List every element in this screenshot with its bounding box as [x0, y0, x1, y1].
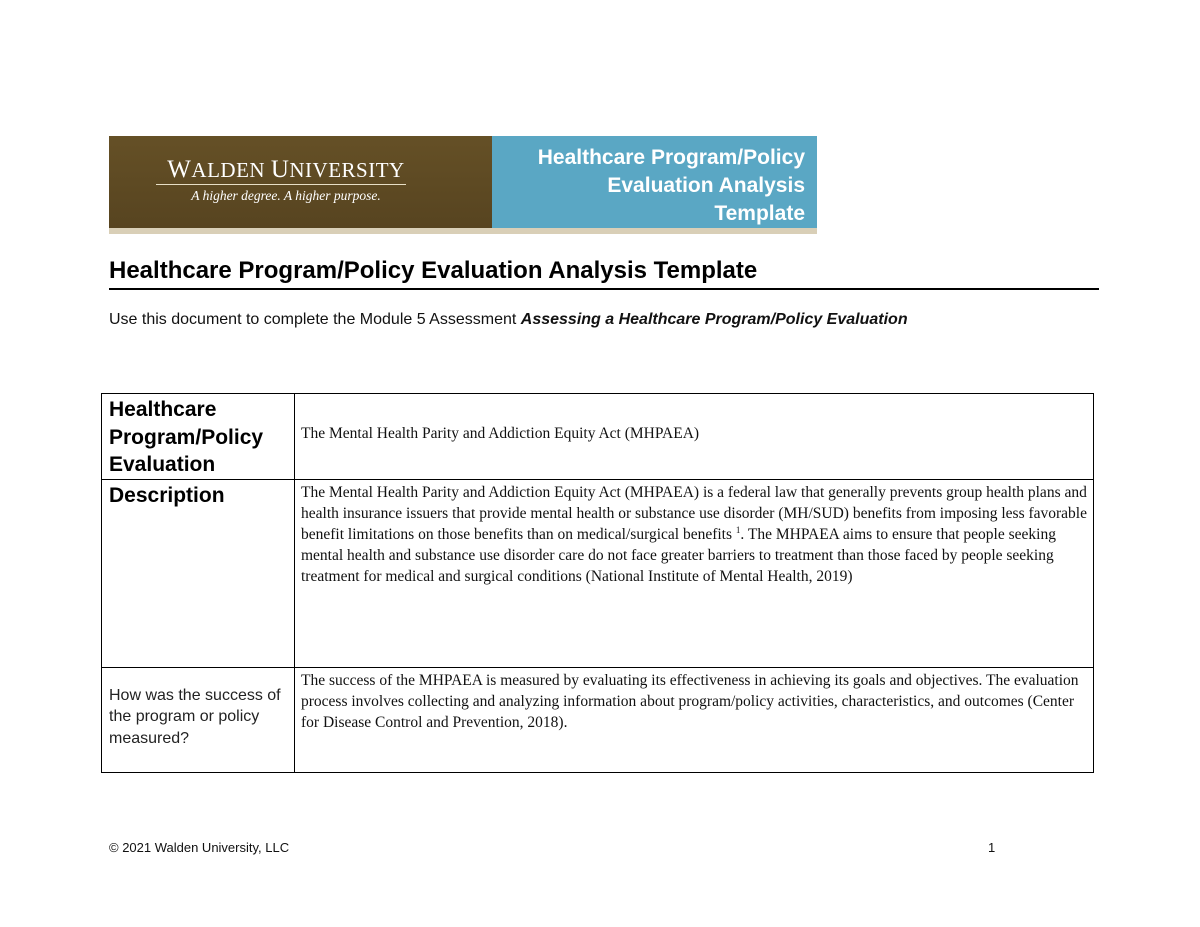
table-row-program: [102, 394, 1094, 480]
logo-wordmark: WALDEN UNIVERSITY: [167, 156, 405, 183]
instruction-text: [109, 311, 908, 329]
header-banner: [109, 136, 817, 234]
description-label: Description: [109, 483, 225, 507]
success-question-label: How was the success of the program or policy measured?: [109, 686, 281, 747]
success-label-cell: [102, 667, 295, 772]
banner-title: Healthcare Program/Policy Evaluation Analysis Template: [537, 146, 805, 225]
logo-tagline: A higher degree. A higher purpose.: [191, 188, 381, 203]
footer-copyright: © 2021 Walden University, LLC: [109, 840, 290, 855]
assessment-name: Assessing a Healthcare Program/Policy Evaluation: [520, 311, 908, 328]
program-value-cell[interactable]: [295, 394, 1094, 480]
evaluation-table: [101, 393, 1094, 773]
success-value-cell[interactable]: [295, 667, 1094, 772]
description-value: The Mental Health Parity and Addiction Equity Act (MHPAEA) is a federal law that generally prevents group health plans and health insurance issuers that provide mental health or substance use disorder (MH/SUD) benefits from imposing less favorable benefit limitations on those benefits than on medical/surgical benefits $^1$. The MHPAEA aims to ensure that people seeking mental health and substance use disorder care do not face greater barriers to treatment than those faced by people seeking treatment for medical and surgical conditions (National Institute of Mental Health, 2019): [301, 483, 1087, 585]
table-row-description: [102, 479, 1094, 667]
instruction-prefix: Use this document to complete the Module 5 Assessment: [109, 311, 521, 328]
footnote-marker[interactable]: 1: [735, 524, 741, 535]
success-answer: The success of the MHPAEA is measured by evaluating its effectiveness in achieving its goals and objectives. The evaluation process involves collecting and analyzing information about program/policy activities, characteristics, and outcomes (Center for Disease Control and Prevention, 2018).: [301, 671, 1079, 731]
banner-strip: [109, 228, 817, 234]
banner-title-panel: [492, 136, 817, 228]
title-underline: [109, 288, 1099, 290]
description-value-cell[interactable]: [295, 479, 1094, 667]
program-value: The Mental Health Parity and Addiction Equity Act (MHPAEA): [301, 425, 700, 442]
logo-divider: [156, 184, 406, 185]
page-number: 1: [988, 840, 996, 855]
program-label-cell: [102, 394, 295, 480]
document-title: Healthcare Program/Policy Evaluation Analysis Template: [109, 257, 758, 284]
table-row-success-measure: [102, 667, 1094, 772]
description-label-cell: [102, 479, 295, 667]
university-logo: [109, 136, 492, 228]
program-label: Healthcare Program/Policy Evaluation: [109, 398, 264, 476]
